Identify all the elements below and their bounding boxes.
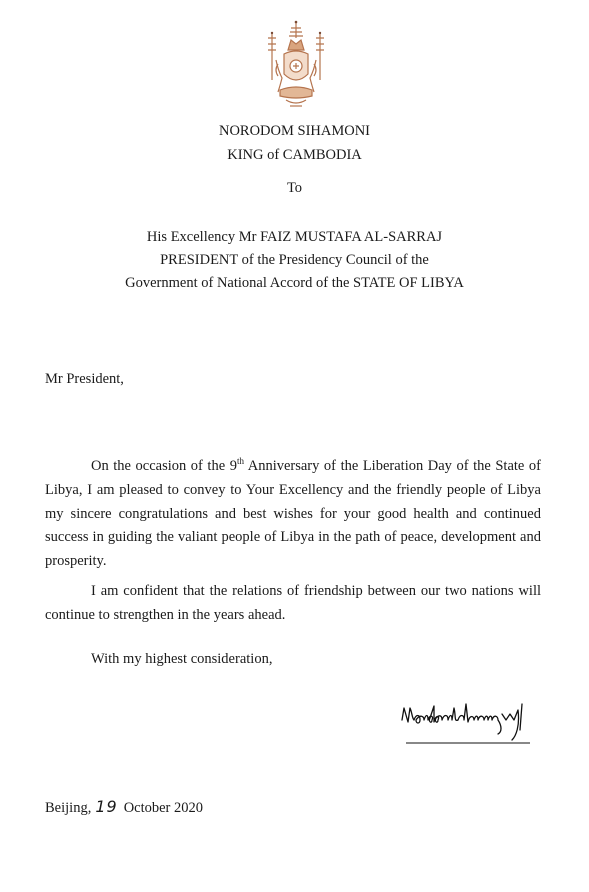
handwritten-signature [398, 696, 538, 748]
salutation: Mr President, [45, 371, 124, 387]
addressee-block [0, 226, 589, 295]
addressee-line-2: PRESIDENT of the Presidency Council of the [160, 252, 429, 268]
addressee-line-3: Government of National Accord of the STATE OF LIBYA [125, 275, 464, 291]
body-paragraph-2 [45, 580, 541, 628]
paragraph-1-rest: Anniversary of the Liberation Day of the State of Libya, I am pleased to convey to Your Excellency and the friendly people of Libya my sincere congratulations and best wishes for your good health and continued success in guiding the valiant people of Libya in the path of peace, development and prosperity. [45, 458, 541, 570]
place-and-date [45, 797, 203, 817]
royal-emblem-icon [258, 20, 334, 110]
body-paragraph-1 [45, 455, 541, 574]
handwritten-day: 19 [95, 797, 118, 816]
sender-block [0, 119, 589, 167]
place: Beijing, [45, 800, 92, 816]
addressee-line-1: His Excellency Mr FAIZ MUSTAFA AL-SARRAJ [146, 229, 443, 245]
sender-name: NORODOM SIHAMONI [218, 123, 371, 139]
to-label: To [286, 180, 303, 196]
month-year: October 2020 [123, 800, 204, 816]
paragraph-2-text: I am confident that the relations of friendship between our two nations will continue to strengthen in the years ahead. [45, 583, 541, 623]
closing-line: With my highest consideration, [91, 651, 273, 667]
sender-title: KING of CAMBODIA [227, 147, 362, 163]
paragraph-1-start: On the occasion of the 9 [91, 458, 237, 474]
ordinal-suffix: th [236, 456, 244, 467]
